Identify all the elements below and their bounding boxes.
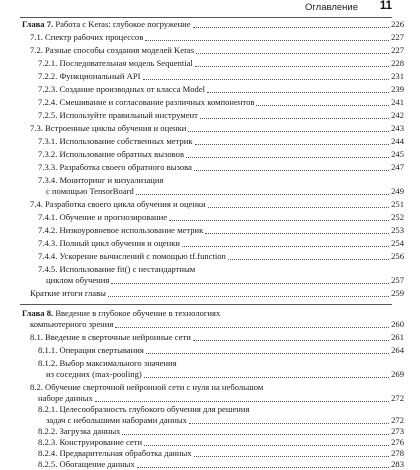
toc-entry[interactable] — [38, 84, 404, 95]
toc-entry[interactable] — [38, 136, 404, 147]
toc-entry[interactable] — [46, 369, 404, 380]
toc-entry-text: 7.3.2. Использование обратных вызовов — [38, 149, 185, 159]
dot-leader — [137, 467, 389, 468]
toc-entry[interactable] — [30, 199, 404, 210]
dot-leader — [207, 92, 389, 93]
toc-page-number: 251 — [391, 199, 404, 209]
toc-entry-text: 7.3.1. Использование собственных метрик — [38, 136, 193, 146]
toc-entry-first-line[interactable]: 8.2. Обучение сверточной нейронной сети с нуля на небольшом — [30, 382, 264, 392]
toc-page-number: 276 — [391, 437, 404, 447]
dot-leader — [169, 220, 389, 221]
toc-entry-text: 8.1. Введение в сверточные нейронные сети — [30, 332, 191, 342]
toc-page-number: 239 — [391, 84, 404, 94]
toc-entry-text: 8.2.3. Конструирование сети — [38, 437, 143, 447]
toc-entry[interactable] — [30, 32, 404, 43]
toc-entry[interactable] — [46, 415, 404, 426]
page-number: 11 — [379, 0, 392, 12]
chapter-label: Глава 8. — [22, 308, 54, 318]
toc-entry-first-line[interactable]: 7.3.4. Мониторинг и визуализация — [38, 175, 164, 185]
toc-page-number: 278 — [391, 448, 404, 458]
toc-page-number: 228 — [391, 58, 404, 68]
dot-leader — [195, 144, 390, 145]
toc-entry[interactable] — [38, 345, 404, 356]
dot-leader — [195, 66, 389, 67]
dot-leader — [188, 131, 389, 132]
toc-entry[interactable] — [38, 251, 404, 262]
toc-entry-text: 7.2.4. Смешивание и согласование различных компонентов — [38, 97, 255, 107]
dot-leader — [108, 296, 389, 297]
toc-entry[interactable] — [38, 459, 404, 470]
dot-leader — [189, 423, 389, 424]
dot-leader — [193, 27, 390, 28]
toc-entry-text: 8.2.2. Загрузка данных — [38, 426, 121, 436]
dot-leader — [186, 157, 389, 158]
toc-entry-text: задач с небольшими наборами данных — [46, 415, 187, 425]
toc-entry[interactable] — [38, 71, 404, 82]
toc-entry-first-line[interactable]: 7.4.5. Использование fit() с нестандартным — [38, 264, 196, 274]
toc-page-number: 227 — [391, 32, 404, 42]
toc-entry-text: 7.3. Встроенные циклы обучения и оценки — [30, 123, 187, 133]
dot-leader — [145, 40, 389, 41]
toc-entry[interactable] — [38, 426, 404, 437]
toc-entry-text: 7.2.3. Создание производных от класса Model — [38, 84, 206, 94]
toc-page-number: 257 — [391, 275, 404, 285]
toc-entry[interactable] — [38, 448, 404, 459]
toc-entry-text: 7.2.2. Функциональный API — [38, 71, 141, 81]
dot-leader — [144, 445, 389, 446]
toc-page-number: 272 — [391, 415, 404, 425]
toc-entry[interactable] — [38, 212, 404, 223]
dot-leader — [256, 105, 389, 106]
toc-page-number: 283 — [391, 459, 404, 469]
dot-leader — [122, 434, 389, 435]
dot-leader — [193, 340, 389, 341]
toc-entry[interactable] — [30, 288, 404, 299]
toc-entry-text: 8.1.1. Операция свертывания — [38, 345, 144, 355]
toc-entry-text: 7.4.3. Полный цикл обучения и оценки — [38, 238, 180, 248]
toc-entry-text: из соседних (max-pooling) — [46, 369, 142, 379]
dot-leader — [143, 79, 390, 80]
toc-entry-text: 7.2. Разные способы создания моделей Keras — [30, 45, 195, 55]
toc-page-number: 226 — [391, 19, 404, 29]
toc-entry-text: наборе данных — [38, 393, 93, 403]
toc-entry[interactable] — [38, 238, 404, 249]
toc-entry-text: 7.3.3. Разработка своего обратного вызова — [38, 162, 192, 172]
dot-leader — [208, 207, 389, 208]
dot-leader — [115, 327, 389, 328]
toc-page-number: 247 — [391, 162, 404, 172]
chapter-label: Глава 7. — [22, 19, 54, 29]
toc-entry[interactable] — [30, 319, 404, 330]
toc-page-number: 261 — [391, 332, 404, 342]
dot-leader — [194, 456, 390, 457]
toc-page-number: 242 — [391, 110, 404, 120]
dot-leader — [182, 246, 389, 247]
toc-entry-text: 8.2.4. Предварительная обработка данных — [38, 448, 192, 458]
toc-entry[interactable] — [38, 393, 404, 404]
toc-page-number: 231 — [391, 71, 404, 81]
dot-leader — [205, 233, 389, 234]
toc-page-number: 269 — [391, 369, 404, 379]
dot-leader — [95, 401, 389, 402]
toc-entry-first-line[interactable]: 8.1.2. Выбор максимального значения — [38, 358, 177, 368]
chapter-divider — [20, 304, 392, 305]
toc-entry-text: 7.1. Спектр рабочих процессов — [30, 32, 144, 42]
toc-entry[interactable] — [46, 186, 404, 197]
toc-page-number: 259 — [391, 288, 404, 298]
toc-entry[interactable] — [38, 110, 404, 121]
chapter-title: Введение в глубокое обучение в технологиях — [55, 308, 221, 318]
toc-page-number: 260 — [391, 319, 404, 329]
toc-entry[interactable] — [46, 275, 404, 286]
chapter-title-continuation: компьютерного зрения — [30, 319, 114, 329]
toc-entry[interactable] — [38, 97, 404, 108]
toc-entry-text: циклом обучения — [46, 275, 110, 285]
dot-leader — [196, 53, 389, 54]
toc-page-number: 227 — [391, 45, 404, 55]
dot-leader — [111, 283, 389, 284]
toc-entry-text: 7.4.1. Обучение и прогнозирование — [38, 212, 168, 222]
toc-entry-text: Краткие итоги главы — [30, 288, 106, 298]
toc-page-number: 244 — [391, 136, 404, 146]
toc-page-number: 253 — [391, 225, 404, 235]
toc-entry[interactable] — [30, 332, 404, 343]
toc-entry-text: 7.2.5. Используйте правильный инструмент — [38, 110, 198, 120]
toc-entry-text: 8.2.5. Обогащение данных — [38, 459, 135, 469]
toc-page-number: 249 — [391, 186, 404, 196]
toc-entry-first-line[interactable]: 8.2.1. Целесообразность глубокого обучения для решения — [38, 404, 250, 414]
toc-entry[interactable] — [38, 225, 404, 236]
dot-leader — [136, 194, 389, 195]
toc-entry[interactable] — [38, 437, 404, 448]
toc-page-number: 264 — [391, 345, 404, 355]
dot-leader — [200, 118, 389, 119]
chapter-8-heading[interactable] — [22, 308, 220, 319]
toc-entry-text: 7.4. Разработка своего цикла обучения и оценки — [30, 199, 206, 209]
toc-page-number: 256 — [391, 251, 404, 261]
dot-leader — [228, 259, 389, 260]
toc-entry[interactable] — [30, 123, 404, 134]
chapter-7-heading[interactable] — [22, 19, 404, 30]
toc-entry[interactable] — [38, 58, 404, 69]
toc-page-number: 254 — [391, 238, 404, 248]
running-head-title: Оглавление — [305, 2, 358, 13]
chapter-title: Работа с Keras: глубокое погружение — [55, 19, 191, 29]
toc-page-number: 241 — [391, 97, 404, 107]
dot-leader — [144, 377, 389, 378]
toc-page-number: 273 — [391, 426, 404, 436]
toc-page-number: 252 — [391, 212, 404, 222]
dot-leader — [194, 170, 389, 171]
toc-entry-text: 7.4.2. Низкоуровневое использование метрик — [38, 225, 204, 235]
toc-entry[interactable] — [38, 162, 404, 173]
toc-page-number: 245 — [391, 149, 404, 159]
toc-page-number: 272 — [391, 393, 404, 403]
dot-leader — [146, 353, 389, 354]
toc-entry-text: 7.4.4. Ускорение вычислений с помощью tf.function — [38, 251, 226, 261]
toc-page-number: 243 — [391, 123, 404, 133]
toc-entry-text: с помощью TensorBoard — [46, 186, 134, 196]
toc-entry[interactable] — [38, 149, 404, 160]
toc-entry-text: 7.2.1. Последовательная модель Sequential — [38, 58, 193, 68]
toc-entry[interactable] — [30, 45, 404, 56]
